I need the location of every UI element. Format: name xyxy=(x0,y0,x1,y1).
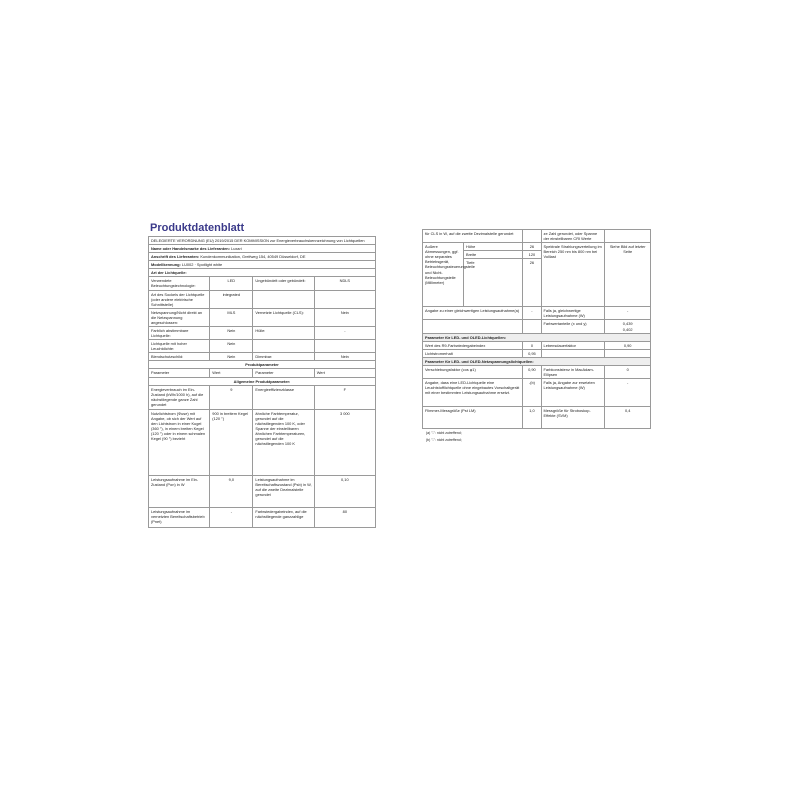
product-params-header: Produktparameter xyxy=(149,361,376,369)
table-row: Lichtstromerhalt 0,95 xyxy=(423,349,651,357)
datasheet-table-1 xyxy=(148,236,376,528)
table-row: Energieverbrauch im Ein-Zustand (kWh/1000 h), auf die nächstliegende ganze Zahl gerundet 9 Energieeffizienzklasse F xyxy=(149,385,376,409)
table-row: Leistungsaufnahme im vernetzten Bereitschaftsbetrieb (Pnet) - Farbwiedergabeindex, auf die nächstliegende ganzzahlige 80 xyxy=(149,507,376,527)
datasheet-page-2 xyxy=(422,229,651,489)
table-row: Farblich abstimmbare Lichtquelle: Nein Hülle: - xyxy=(149,327,376,340)
table-row: Verwendete Beleuchtungstechnologie: LED Ungebündelt oder gebündelt: NDLS xyxy=(149,277,376,290)
table-row: Blendschutzschild: Nein Dimmbar: Nein xyxy=(149,353,376,361)
footnote: (b) "-": nicht zutreffend; xyxy=(426,437,462,442)
datasheet-page-1 xyxy=(148,218,376,572)
footnote: (a) "-": nicht zutreffend; xyxy=(426,431,462,436)
light-type-header: Art der Lichtquelle: xyxy=(149,269,376,277)
table-row: Nutzlichtstrom (Φuse) mit Angabe, ob sich der Wert auf den Lichtstrom in einer Kugel (360 °), in einem breiten Kegel (120 °) oder in einem schmalen Kegel (90 °) bezieht 900 in breitem Kegel (120 °) ähnliche Farbtemperatur, gerundet auf die nächstliegenden 100 K, oder Spanne der einstellbaren ähnlichen Farbtemperaturen, gerundet auf die nächstliegenden 100 K 3 000 xyxy=(149,409,376,475)
table-row: Art des Sockels der Lichtquelle (oder andere elektrische Schnittstelle) integrated xyxy=(149,290,376,308)
address-row: Anschrift des Lieferanten: Kundenkommunikation, Greifweg 154, 40549 Düsseldorf, DE xyxy=(149,253,376,261)
regulation-text: DELEGIERTE VERORDNUNG (EU) 2019/2015 DER KOMMISSION zur Energieverbrauchskennzeichnung von Lichtquellen xyxy=(149,237,376,245)
table-row: Breite 120 xyxy=(423,251,651,259)
table-row: Lichtquelle mit hoher Leuchtdichte: Nein xyxy=(149,340,376,353)
table-row: Tiefe 26 xyxy=(423,259,651,307)
supplier-row: Name oder Handelsmarke des Lieferanten: Luxari xyxy=(149,245,376,253)
table-row: für CLS in W, auf die zweite Dezimalstelle gerundet ze Zahl gerundet, oder Spanne der einstellbaren CRI Werte xyxy=(423,230,651,243)
model-row: Modellkennung: LU002 · Spotlight white xyxy=(149,261,376,269)
table-row: Farbwertanteile (x und y) 0,439 0,402 xyxy=(423,320,651,333)
mains-params-header: Parameter für LED- und OLED-Netzspannungslichtquellen: xyxy=(423,357,651,365)
table-row: Leistungsaufnahme im Ein-Zustand (Pon) in W 9,0 Leistungsaufnahme im Bereitschaftszustand (Psb) in W, auf die zweite Dezimalstelle gerundet 0,10 xyxy=(149,475,376,507)
table-row: Wert des R9-Farbwiedergabeindex 0 Lebensdauerfaktor 0,90 xyxy=(423,341,651,349)
table-row: Netzspannung/Nicht direkt an die Netzspannung angeschlossen: MLS Vernetzte Lichtquelle (CLS): Nein xyxy=(149,308,376,326)
page-title: Produktdatenblatt xyxy=(150,222,245,234)
table-row: Flimmer-Messgröße (Pst LM) 1,0 Messgröße für Stroboskop-Effekte (SVM) 0,4 xyxy=(423,407,651,429)
table-row: Verschiebungsfaktor (cos φ1) 0,90 Farbkonsistenz in MacAdam-Ellipsen 0 xyxy=(423,365,651,378)
table-row: Angabe, dass eine LED-Lichtquelle eine Leuchtstofflichtquelle ohne eingebautes Vorschaltgerät mit einer bestimmten Leistungsaufnahme ersetzt. -(b) Falls ja, Angabe zur ersetzten Leistungsaufnahme (W) - xyxy=(423,379,651,407)
general-params-header: Allgemeine Produktparameter: xyxy=(149,377,376,385)
table-row: Angabe zu einer gleichwertigen Leistungsaufnahme(a) - Falls ja, gleichwertige Leistungsaufnahme (W) - xyxy=(423,307,651,320)
column-headers: Parameter Wert Parameter Wert xyxy=(149,369,376,377)
table-row: Äußere Abmessungen, ggf. ohne separates Betriebsgerät, Beleuchtungssteuerungsteile und Nicht-Beleuchtungsteile (Millimeter) Höhe 26 Spektrale Strahlungsverteilung im Bereich 250 nm bis 800 nm bei Volllast Siehe Bild auf letzter Seite xyxy=(423,243,651,251)
led-params-header: Parameter für LED- und OLED-Lichtquellen: xyxy=(423,333,651,341)
datasheet-table-2 xyxy=(422,229,651,429)
